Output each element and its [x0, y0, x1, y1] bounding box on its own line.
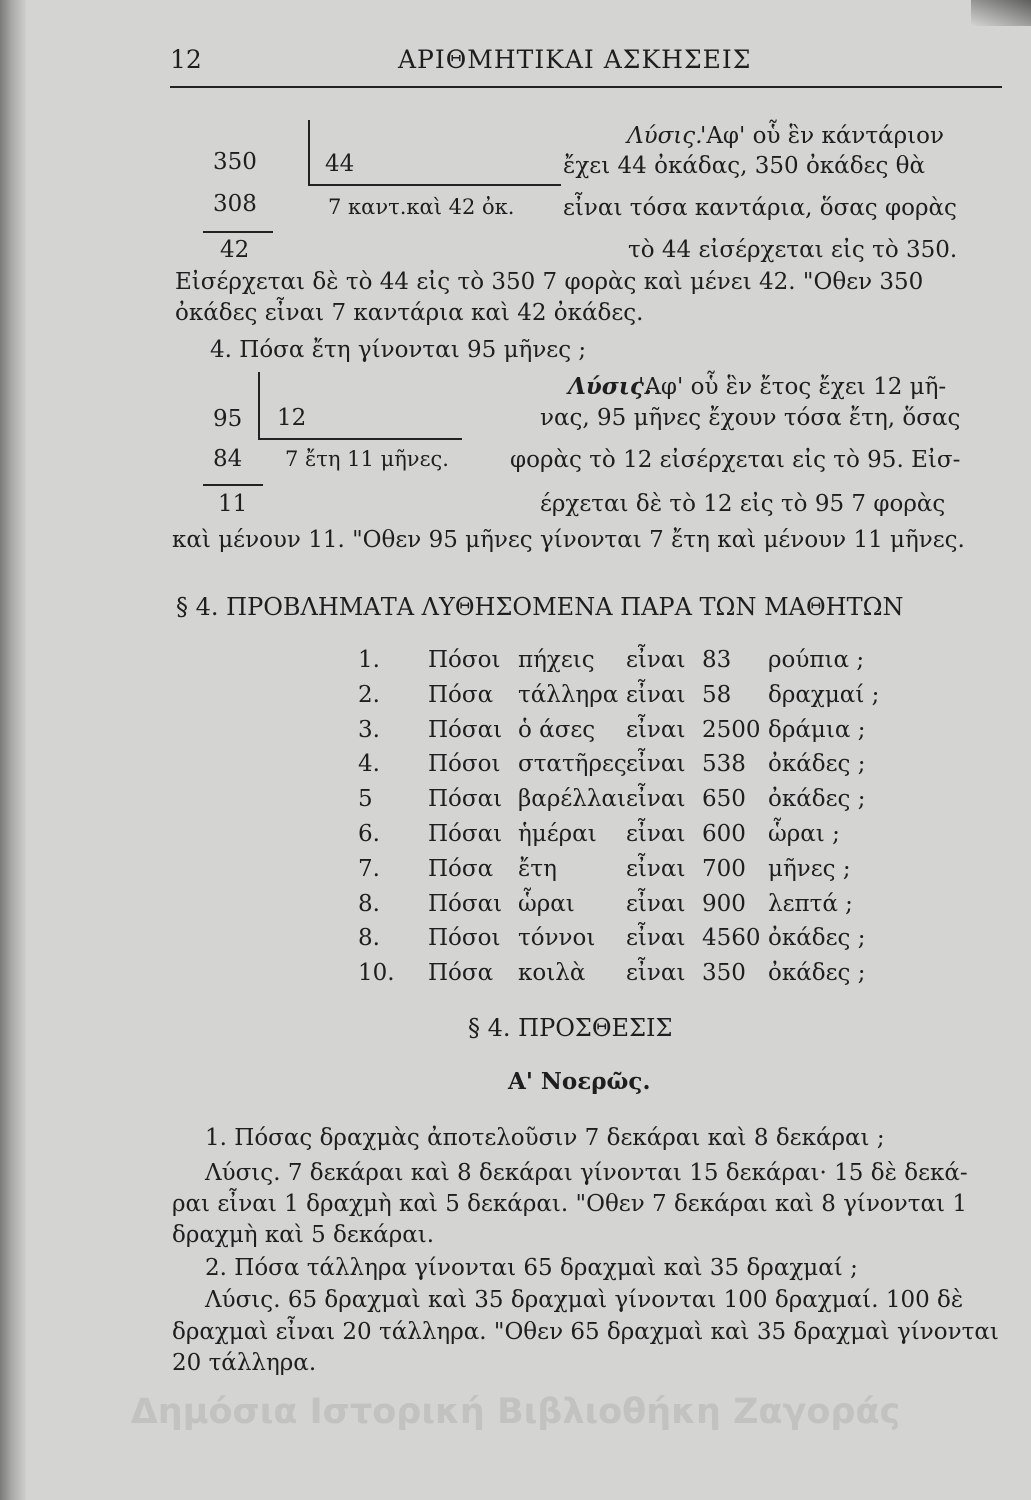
problem-question-word: Πόσαι [428, 716, 503, 743]
problem-noun: ὧραι [518, 890, 575, 917]
problem-amount: 2500 [702, 716, 761, 743]
division-bracket-vertical [258, 372, 260, 440]
problem-question-word: Πόσαι [428, 786, 503, 813]
text-line: δραχμαὶ εἶναι 20 τάλληρα. "Οθεν 65 δραχμαὶ καὶ 35 δραχμαὶ γίνονται [172, 1319, 999, 1345]
division-remainder: 42 [220, 237, 250, 263]
section-heading: § 4. ΠΡΟΣΘΕΣΙΣ [468, 1014, 673, 1042]
problem-question-word: Πόσα [428, 855, 494, 882]
text-line: νας, 95 μῆνες ἔχουν τόσα ἔτη, ὅσας [540, 405, 961, 431]
problem-verb: εἶναι [626, 716, 686, 743]
problem-verb: εἶναι [626, 786, 686, 813]
text-line: 20 τάλληρα. [172, 1350, 317, 1376]
problem-number: 3. [358, 716, 380, 743]
problem-amount: 83 [702, 647, 732, 673]
text-line: εἶναι τόσα καντάρια, ὅσας φορὰς [563, 195, 957, 221]
text-line: 'Αφ' οὗ ἓν ἔτος ἔχει 12 μῆ- [638, 374, 947, 400]
problem-unit: ὀκάδες ; [768, 960, 866, 987]
text-line: τὸ 44 εἰσέρχεται εἰς τὸ 350. [628, 237, 958, 263]
division-subtraction-rule [203, 231, 273, 233]
problem-amount: 650 [702, 786, 746, 813]
solution-label: Λύσις. [627, 123, 703, 149]
problem-question-word: Πόσα [428, 681, 494, 708]
problem-number: 8. [358, 925, 380, 952]
problem-unit: ὀκάδες ; [768, 751, 866, 778]
division-dividend: 350 [213, 149, 257, 175]
solution-label: Λύσις. [568, 373, 652, 400]
problem-noun: πήχεις [518, 647, 595, 673]
text-line: φορὰς τὸ 12 εἰσέρχεται εἰς τὸ 95. Εἰσ- [510, 447, 961, 473]
problem-amount: 538 [702, 751, 746, 778]
text-line: 1. Πόσας δραχμὰς ἀποτελοῦσιν 7 δεκάραι καὶ 8 δεκάραι ; [205, 1125, 885, 1151]
text-line: καὶ μένουν 11. "Οθεν 95 μῆνες γίνονται 7 ἔτη καὶ μένουν 11 μῆνες. [172, 527, 965, 553]
division-divisor: 12 [277, 405, 307, 431]
division-quotient: 7 καντ.καὶ 42 ὀκ. [328, 195, 515, 219]
problem-noun: κοιλὰ [518, 960, 586, 987]
header-rule [170, 86, 1002, 88]
problem-verb: εἶναι [626, 855, 686, 882]
problem-unit: ρούπια ; [768, 647, 865, 673]
problem-verb: εἶναι [626, 647, 686, 673]
text-line: δραχμὴ καὶ 5 δεκάραι. [172, 1222, 435, 1248]
problem-unit: μῆνες ; [768, 855, 851, 882]
problem-verb: εἶναι [626, 821, 686, 847]
division-quotient: 7 ἔτη 11 μῆνες. [285, 447, 449, 471]
problem-question-word: Πόσαι [428, 890, 503, 917]
problem-number: 1. [358, 647, 380, 673]
problem-unit: δραχμαί ; [768, 681, 880, 708]
text-line: 'Αφ' οὗ ἓν κάντάριον [700, 123, 944, 149]
problem-amount: 900 [702, 890, 746, 917]
problem-noun: ἔτη [518, 855, 557, 882]
problem-question-word: Πόσοι [428, 751, 501, 778]
text-line: Λύσις. 65 δραχμαὶ καὶ 35 δραχμαὶ γίνονται 100 δραχμαί. 100 δὲ [205, 1287, 964, 1313]
division-bracket-horizontal [258, 438, 462, 440]
division-dividend: 95 [213, 406, 243, 432]
problem-verb: εἶναι [626, 681, 686, 708]
division-product: 84 [213, 446, 243, 472]
section-heading: § 4. ΠΡΟΒΛΗΜΑΤΑ ΛΥΘΗΣΟΜΕΝΑ ΠΑΡΑ ΤΩΝ ΜΑΘΗΤΩΝ [176, 593, 904, 621]
problem-question-word: Πόσοι [428, 925, 501, 952]
problem-question-word: Πόσοι [428, 647, 501, 673]
text-line: 2. Πόσα τάλληρα γίνονται 65 δραχμαὶ καὶ 35 δραχμαί ; [205, 1255, 858, 1281]
problem-verb: εἶναι [626, 890, 686, 917]
problem-unit: ὀκάδες ; [768, 786, 866, 813]
problem-amount: 4560 [702, 925, 761, 952]
problem-amount: 700 [702, 855, 746, 882]
problem-noun: στατῆρες [518, 751, 627, 778]
problem-noun: βαρέλλαι [518, 786, 626, 813]
problem-noun: τόννοι [518, 925, 596, 952]
text-line: Εἰσέρχεται δὲ τὸ 44 εἰς τὸ 350 7 φορὰς καὶ μένει 42. "Οθεν 350 [175, 269, 924, 295]
division-divisor: 44 [325, 151, 355, 177]
problem-unit: ὀκάδες ; [768, 925, 866, 952]
problem-unit: λεπτά ; [768, 890, 853, 917]
problem-verb: εἶναι [626, 751, 686, 778]
problem-noun: ὁ άσες [518, 716, 596, 743]
text-line: ραι εἶναι 1 δραχμὴ καὶ 5 δεκάραι. "Οθεν 7 δεκάραι καὶ 8 γίνονται 1 [172, 1191, 967, 1217]
text-line: Λύσις. 7 δεκάραι καὶ 8 δεκάραι γίνονται 15 δεκάραι· 15 δὲ δεκά- [205, 1160, 968, 1186]
problem-unit: δράμια ; [768, 716, 866, 743]
problem-number: 2. [358, 681, 380, 708]
page-number: 12 [170, 45, 202, 74]
problem-amount: 58 [702, 681, 732, 708]
division-bracket-vertical [308, 120, 310, 186]
problem-number: 4. [358, 751, 380, 778]
problem-noun: ἡμέραι [518, 821, 597, 847]
problem-number: 5 [358, 786, 373, 813]
problem-noun: τάλληρα [518, 681, 619, 708]
question-line: 4. Πόσα ἔτη γίνονται 95 μῆνες ; [210, 337, 587, 363]
division-product: 308 [213, 191, 257, 217]
problem-verb: εἶναι [626, 925, 686, 952]
problem-amount: 350 [702, 960, 746, 987]
problem-unit: ὧραι ; [768, 821, 840, 847]
library-watermark: Δημόσια Ιστορική Βιβλιοθήκη Ζαγοράς [130, 1392, 901, 1432]
subsection-heading: Α' Νοερῶς. [508, 1068, 651, 1095]
problem-number: 10. [358, 960, 395, 987]
problem-question-word: Πόσα [428, 960, 494, 987]
book-spine-shadow [0, 0, 26, 1500]
division-subtraction-rule [203, 484, 263, 486]
division-bracket-horizontal [308, 184, 561, 186]
problem-number: 7. [358, 855, 380, 882]
problem-question-word: Πόσαι [428, 821, 503, 847]
problem-verb: εἶναι [626, 960, 686, 987]
problem-amount: 600 [702, 821, 746, 847]
problem-number: 8. [358, 890, 380, 917]
problem-number: 6. [358, 821, 380, 847]
text-line: ἔχει 44 ὀκάδας, 350 ὀκάδες θὰ [563, 153, 926, 179]
division-remainder: 11 [218, 491, 248, 517]
page-corner-shadow [971, 0, 1031, 26]
text-line: έρχεται δὲ τὸ 12 εἰς τὸ 95 7 φορὰς [540, 491, 946, 517]
running-title: ΑΡΙΘΜΗΤΙΚΑΙ ΑΣΚΗΣΕΙΣ [398, 45, 752, 74]
text-line: ὀκάδες εἶναι 7 καντάρια καὶ 42 ὀκάδες. [175, 300, 644, 326]
